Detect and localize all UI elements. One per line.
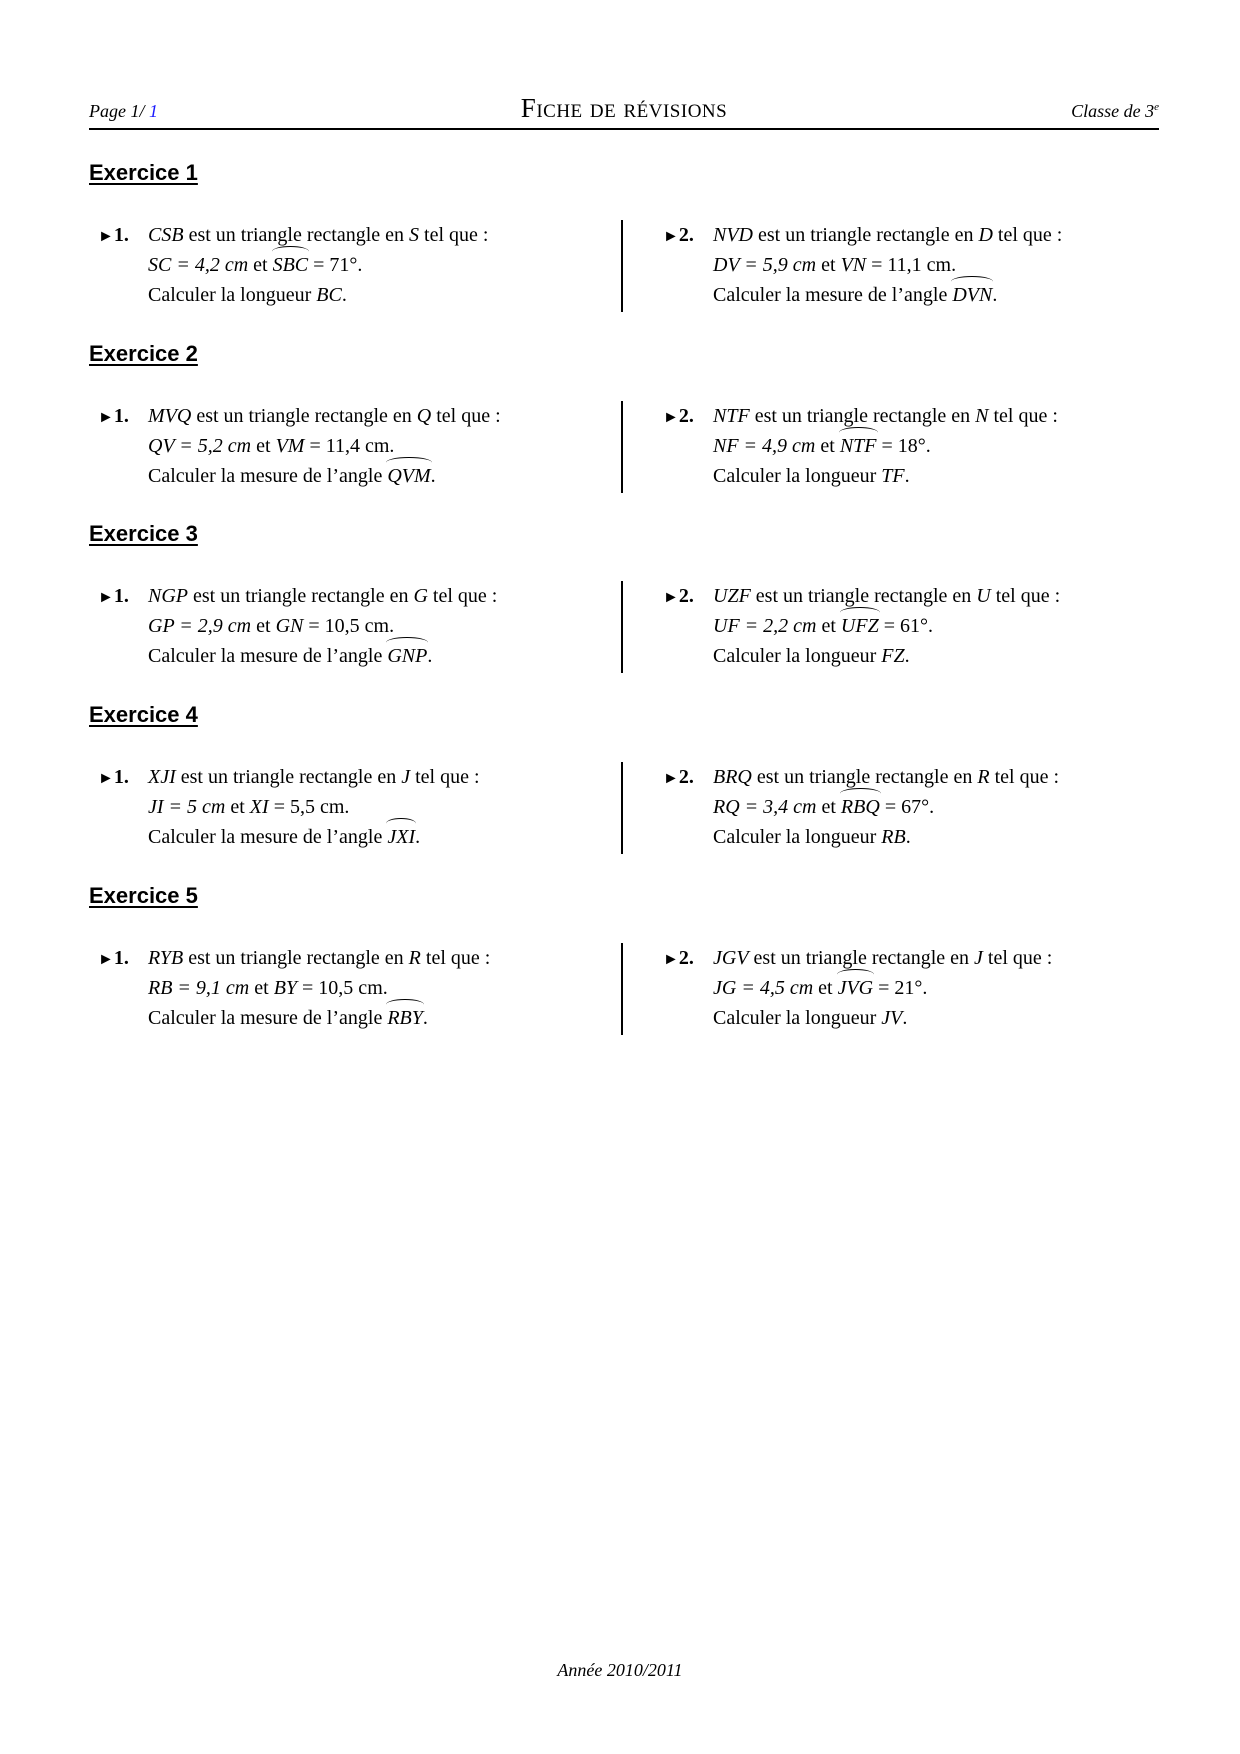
given-2-value: = 21°. [873, 977, 928, 999]
exercise-title: Exercice 1 [89, 160, 198, 185]
ask-line [148, 641, 618, 671]
period: . [904, 645, 910, 667]
bullet-triangle-icon: ► [98, 228, 114, 245]
number-label: 2. [678, 585, 694, 607]
tel-que-text: tel que : [410, 766, 480, 788]
and-text: et [249, 977, 274, 999]
and-text: et [816, 796, 841, 818]
given-2-value: = 11,4 cm. [304, 435, 395, 457]
question-number [98, 581, 129, 613]
question-text [713, 581, 1163, 671]
bullet-triangle-icon: ► [98, 409, 114, 426]
bullet-triangle-icon: ► [663, 589, 679, 606]
question-text [713, 220, 1163, 310]
given-2-name: VM [275, 435, 305, 457]
period: . [430, 465, 436, 487]
ask-target: TF [881, 465, 905, 487]
exercise-body [89, 943, 1159, 1035]
number-label: 1. [113, 224, 129, 246]
period: . [904, 465, 910, 487]
statement-text: est un triangle rectangle en [183, 224, 410, 246]
period: . [422, 1007, 428, 1029]
question-number [98, 220, 129, 252]
given-line [148, 973, 618, 1003]
right-angle-vertex: N [975, 405, 989, 427]
right-angle-vertex: U [976, 585, 991, 607]
given-line [148, 431, 618, 461]
statement-line [148, 581, 618, 611]
ask-text: Calculer la mesure de l’angle [713, 284, 953, 306]
given-line [148, 250, 618, 280]
question-number [98, 401, 129, 433]
question-number [663, 581, 694, 613]
ask-text: Calculer la mesure de l’angle [148, 826, 388, 848]
title-initial: F [520, 93, 537, 123]
ask-line [713, 1003, 1163, 1033]
period: . [415, 826, 421, 848]
given-line [713, 250, 1163, 280]
period: . [427, 645, 433, 667]
ask-line [713, 461, 1163, 491]
exercise-5 [89, 881, 1159, 1035]
question-2 [663, 220, 1163, 310]
exercise-2 [89, 339, 1159, 493]
question-text [148, 943, 618, 1033]
number-label: 2. [678, 405, 694, 427]
tel-que-text: tel que : [990, 585, 1061, 607]
given-line [713, 792, 1163, 822]
question-1 [98, 581, 618, 671]
number-label: 1. [113, 405, 129, 427]
question-number [663, 401, 694, 433]
given-2-value: = 61°. [878, 615, 933, 637]
bullet-triangle-icon: ► [663, 409, 679, 426]
statement-line [148, 943, 618, 973]
number-label: 1. [113, 947, 129, 969]
ask-text: Calculer la longueur [713, 465, 882, 487]
triangle-name: UZF [713, 585, 751, 607]
column-divider [621, 581, 623, 673]
ask-text: Calculer la mesure de l’angle [148, 645, 388, 667]
given-2-value: = 67°. [879, 796, 935, 818]
bullet-triangle-icon: ► [663, 951, 679, 968]
ask-target: RBY [387, 1003, 423, 1033]
right-angle-vertex: R [977, 766, 990, 788]
and-text: et [813, 977, 838, 999]
given-line [148, 792, 618, 822]
statement-text: est un triangle rectangle en [188, 585, 414, 607]
right-angle-vertex: G [413, 585, 428, 607]
given-1: RQ = 3,4 cm [713, 796, 817, 818]
ask-target: FZ [881, 645, 905, 667]
question-1 [98, 943, 618, 1033]
class-sup: e [1154, 101, 1159, 113]
ask-target: BC [316, 284, 342, 306]
page-header [89, 94, 1159, 130]
ask-line [713, 280, 1163, 310]
ask-target: RB [881, 826, 906, 848]
number-label: 1. [113, 585, 129, 607]
question-number [663, 762, 694, 794]
ask-text: Calculer la longueur [713, 645, 882, 667]
question-2 [663, 762, 1163, 852]
given-2-name: UFZ [841, 611, 879, 641]
exercise-title: Exercice 2 [89, 341, 198, 366]
page-total-link[interactable]: 1 [149, 101, 158, 121]
statement-line [148, 220, 618, 250]
period: . [341, 284, 347, 306]
column-divider [621, 401, 623, 493]
given-2-name: RBQ [841, 792, 880, 822]
question-number [663, 943, 694, 975]
question-2 [663, 401, 1163, 491]
number-label: 1. [113, 766, 129, 788]
class-label [1071, 101, 1159, 122]
and-text: et [251, 615, 276, 637]
triangle-name: RYB [148, 947, 184, 969]
given-1: JI = 5 cm [148, 796, 226, 818]
and-text: et [816, 254, 841, 276]
statement-text: est un triangle rectangle en [749, 405, 976, 427]
given-1: RB = 9,1 cm [148, 977, 250, 999]
triangle-name: NVD [713, 224, 753, 246]
tel-que-text: tel que : [431, 405, 501, 427]
and-text: et [225, 796, 250, 818]
question-text [713, 943, 1163, 1033]
given-1: QV = 5,2 cm [148, 435, 252, 457]
number-label: 2. [678, 766, 694, 788]
page-title [89, 93, 1159, 124]
question-text [148, 401, 618, 491]
number-label: 2. [678, 947, 694, 969]
triangle-name: NGP [148, 585, 188, 607]
ask-target: JV [881, 1007, 903, 1029]
column-divider [621, 220, 623, 312]
statement-line [713, 220, 1163, 250]
tel-que-text: tel que : [989, 766, 1060, 788]
exercise-body [89, 762, 1159, 854]
period: . [905, 826, 911, 848]
given-1: SC = 4,2 cm [148, 254, 249, 276]
given-line [713, 973, 1163, 1003]
page-label: Page 1/ [89, 101, 149, 121]
given-line [713, 611, 1163, 641]
triangle-name: NTF [713, 405, 750, 427]
triangle-name: XJI [148, 766, 176, 788]
given-line [148, 611, 618, 641]
question-1 [98, 762, 618, 852]
bullet-triangle-icon: ► [98, 770, 114, 787]
ask-target: QVM [387, 461, 430, 491]
question-number [663, 220, 694, 252]
and-text: et [251, 435, 276, 457]
given-2-value: = 18°. [876, 435, 931, 457]
number-label: 2. [678, 224, 694, 246]
given-2-value: = 5,5 cm. [268, 796, 350, 818]
given-2-name: XI [249, 796, 269, 818]
statement-text: est un triangle rectangle en [750, 585, 977, 607]
given-2-value: = 10,5 cm. [303, 615, 395, 637]
statement-text: est un triangle rectangle en [183, 947, 409, 969]
exercise-1 [89, 158, 1159, 312]
exercise-3 [89, 519, 1159, 673]
question-number [98, 943, 129, 975]
ask-line [713, 641, 1163, 671]
question-number [98, 762, 129, 794]
question-1 [98, 220, 618, 310]
and-text: et [816, 615, 841, 637]
question-2 [663, 943, 1163, 1033]
question-1 [98, 401, 618, 491]
tel-que-text: tel que : [982, 947, 1053, 969]
triangle-name: MVQ [148, 405, 192, 427]
ask-line [148, 822, 618, 852]
ask-target: JXI [387, 822, 415, 852]
exercise-4 [89, 700, 1159, 854]
tel-que-text: tel que : [992, 224, 1063, 246]
statement-line [713, 943, 1163, 973]
statement-text: est un triangle rectangle en [191, 405, 417, 427]
class-text: Classe de 3 [1071, 101, 1155, 121]
column-divider [621, 762, 623, 854]
statement-text: est un triangle rectangle en [751, 766, 978, 788]
ask-text: Calculer la longueur [713, 826, 882, 848]
column-divider [621, 943, 623, 1035]
tel-que-text: tel que : [420, 947, 491, 969]
right-angle-vertex: J [974, 947, 983, 969]
tel-que-text: tel que : [427, 585, 498, 607]
ask-text: Calculer la longueur [713, 1007, 882, 1029]
triangle-name: JGV [713, 947, 749, 969]
given-2-name: SBC [273, 250, 309, 280]
bullet-triangle-icon: ► [98, 951, 114, 968]
period: . [992, 284, 998, 306]
statement-line [713, 762, 1163, 792]
question-text [148, 581, 618, 671]
statement-text: est un triangle rectangle en [748, 947, 975, 969]
given-1: GP = 2,9 cm [148, 615, 252, 637]
right-angle-vertex: S [409, 224, 420, 246]
ask-target: DVN [952, 280, 992, 310]
ask-target: GNP [387, 641, 427, 671]
statement-text: est un triangle rectangle en [753, 224, 979, 246]
ask-line [148, 1003, 618, 1033]
exercise-body [89, 581, 1159, 673]
question-text [148, 220, 618, 310]
given-2-value: = 11,1 cm. [866, 254, 957, 276]
statement-text: est un triangle rectangle en [175, 766, 402, 788]
bullet-triangle-icon: ► [663, 770, 679, 787]
question-2 [663, 581, 1163, 671]
right-angle-vertex: Q [416, 405, 432, 427]
ask-text: Calculer la mesure de l’angle [148, 465, 388, 487]
exercise-body [89, 401, 1159, 493]
exercise-title: Exercice 3 [89, 521, 198, 546]
question-text [148, 762, 618, 852]
ask-text: Calculer la mesure de l’angle [148, 1007, 388, 1029]
triangle-name: BRQ [713, 766, 752, 788]
given-2-name: NTF [840, 431, 877, 461]
given-1: DV = 5,9 cm [713, 254, 817, 276]
period: . [902, 1007, 908, 1029]
given-2-name: BY [273, 977, 298, 999]
given-2-name: GN [275, 615, 304, 637]
question-text [713, 401, 1163, 491]
statement-line [148, 762, 618, 792]
statement-line [713, 401, 1163, 431]
and-text: et [248, 254, 273, 276]
given-2-name: VN [840, 254, 867, 276]
ask-text: Calculer la longueur [148, 284, 317, 306]
given-1: UF = 2,2 cm [713, 615, 817, 637]
ask-line [148, 461, 618, 491]
bullet-triangle-icon: ► [98, 589, 114, 606]
given-1: NF = 4,9 cm [713, 435, 816, 457]
tel-que-text: tel que : [988, 405, 1058, 427]
statement-line [148, 401, 618, 431]
triangle-name: CSB [148, 224, 184, 246]
statement-line [713, 581, 1163, 611]
ask-line [148, 280, 618, 310]
question-text [713, 762, 1163, 852]
given-line [713, 431, 1163, 461]
title-rest: iche de révisions [536, 93, 728, 123]
right-angle-vertex: D [978, 224, 993, 246]
exercise-title: Exercice 4 [89, 702, 198, 727]
tel-que-text: tel que : [419, 224, 489, 246]
exercise-body [89, 220, 1159, 312]
page-footer: Année 2010/2011 [557, 1660, 683, 1680]
bullet-triangle-icon: ► [663, 228, 679, 245]
given-2-value: = 71°. [308, 254, 363, 276]
right-angle-vertex: R [408, 947, 421, 969]
given-2-name: JVG [838, 973, 874, 1003]
and-text: et [815, 435, 840, 457]
right-angle-vertex: J [401, 766, 411, 788]
ask-line [713, 822, 1163, 852]
given-2-value: = 10,5 cm. [297, 977, 388, 999]
exercise-title: Exercice 5 [89, 883, 198, 908]
given-1: JG = 4,5 cm [713, 977, 814, 999]
